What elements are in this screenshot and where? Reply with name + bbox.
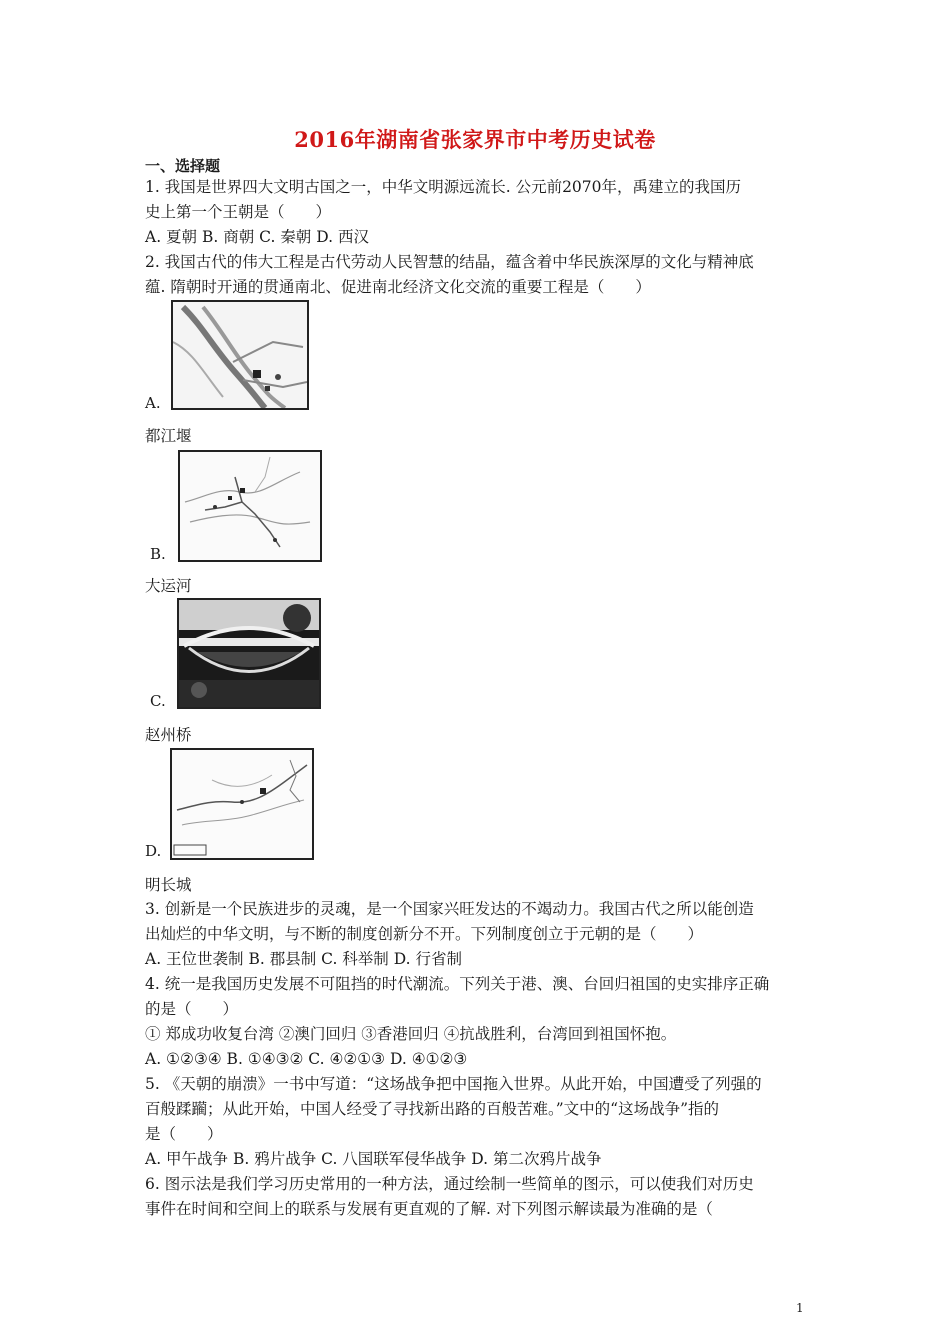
- question-2-line-1: 2. 我国古代的伟大工程是古代劳动人民智慧的结晶，蕴含着中华民族深厚的文化与精神底: [145, 253, 754, 271]
- page-number: 1: [796, 1301, 804, 1315]
- option-c-caption: 赵州桥: [145, 726, 192, 744]
- question-5-options: A. 甲午战争 B. 鸦片战争 C. 八国联军侵华战争 D. 第二次鸦片战争: [145, 1150, 602, 1168]
- option-c-image: [177, 598, 321, 709]
- question-4-line-3: ① 郑成功收复台湾 ②澳门回归 ③香港回归 ④抗战胜利，台湾回到祖国怀抱。: [145, 1025, 677, 1043]
- page-title: 2016年湖南省张家界市中考历史试卷: [294, 127, 656, 152]
- question-5-line-1: 5. 《天朝的崩溃》一书中写道：“这场战争把中国拖入世界。从此开始，中国遭受了列强的: [145, 1075, 762, 1093]
- question-1-line-1: 1. 我国是世界四大文明古国之一，中华文明源远流长. 公元前2070年，禹建立的我国历: [145, 178, 742, 196]
- option-b-label: B.: [150, 545, 166, 563]
- question-3-options: A. 王位世袭制 B. 郡县制 C. 科举制 D. 行省制: [145, 950, 462, 968]
- question-4-options: A. ①②③④ B. ①④③② C. ④②①③ D. ④①②③: [145, 1050, 468, 1068]
- question-3-line-2: 出灿烂的中华文明，与不断的制度创新分不开。下列制度创立于元朝的是（ ）: [145, 925, 704, 943]
- section-heading: 一、选择题: [145, 157, 221, 175]
- option-b-caption: 大运河: [145, 577, 192, 595]
- option-a-caption: 都江堰: [145, 427, 192, 445]
- question-5-line-2: 百般蹂躏；从此开始，中国人经受了寻找新出路的百般苦难。”文中的“这场战争”指的: [145, 1100, 720, 1118]
- question-2-line-2: 蕴. 隋朝时开通的贯通南北、促进南北经济文化交流的重要工程是（ ）: [145, 278, 651, 296]
- question-5-line-3: 是（ ）: [145, 1125, 223, 1143]
- option-d-image: [170, 748, 314, 860]
- option-d-caption: 明长城: [145, 876, 192, 894]
- option-a-label: A.: [145, 394, 161, 412]
- option-a-image: [171, 300, 309, 410]
- option-b-image: [178, 450, 322, 562]
- question-6-line-1: 6. 图示法是我们学习历史常用的一种方法，通过绘制一些简单的图示，可以使我们对历史: [145, 1175, 754, 1193]
- question-4-line-2: 的是（ ）: [145, 1000, 239, 1018]
- question-1-line-2: 史上第一个王朝是（ ）: [145, 203, 332, 221]
- question-4-line-1: 4. 统一是我国历史发展不可阻挡的时代潮流。下列关于港、澳、台回归祖国的史实排序正确: [145, 975, 770, 993]
- question-6-line-2: 事件在时间和空间上的联系与发展有更直观的了解. 对下列图示解读最为准确的是（: [145, 1200, 713, 1218]
- option-d-label: D.: [145, 842, 162, 860]
- option-c-label: C.: [150, 692, 166, 710]
- question-1-options: A. 夏朝 B. 商朝 C. 秦朝 D. 西汉: [145, 228, 369, 246]
- question-3-line-1: 3. 创新是一个民族进步的灵魂，是一个国家兴旺发达的不竭动力。我国古代之所以能创造: [145, 900, 754, 918]
